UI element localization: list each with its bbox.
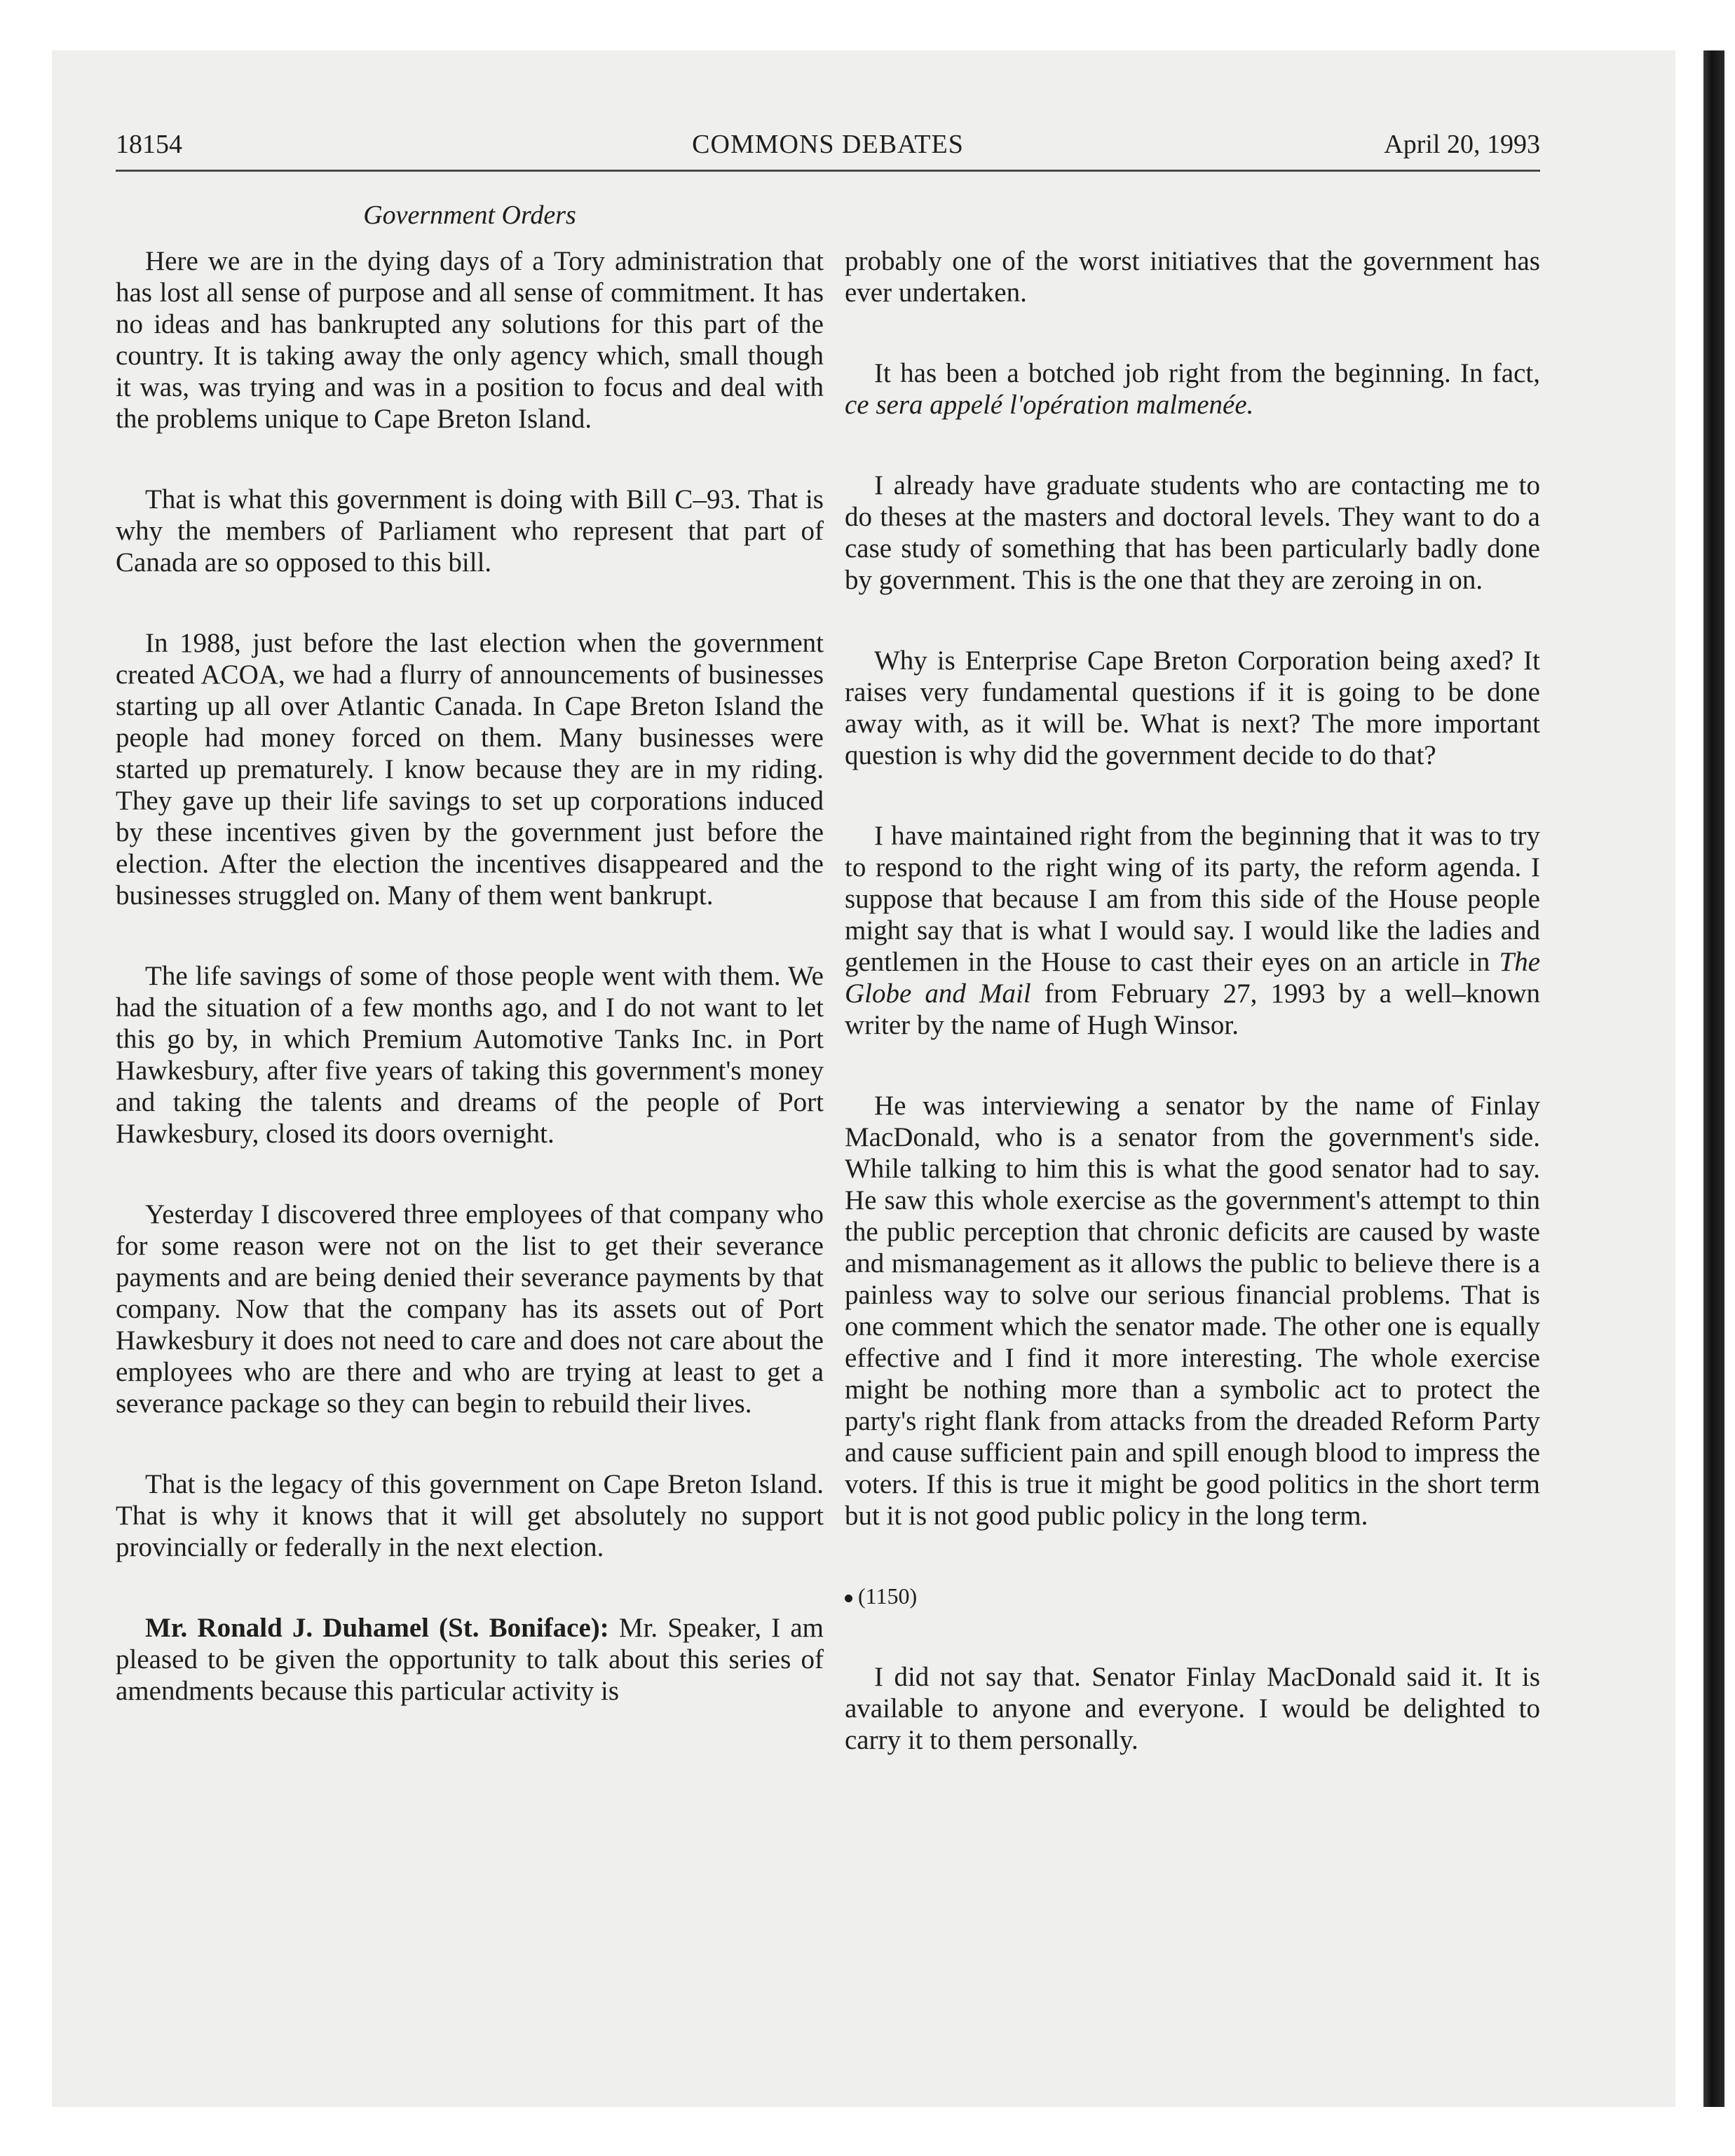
paragraph: That is what this government is doing with Bill C–93. That is why the members of Parliament who represent that part of Canada are so opposed to this bill. <box>116 484 824 578</box>
paragraph-text: from February 27, 1993 by a well–known writer by the name of Hugh Winsor. <box>845 978 1541 1040</box>
page-number: 18154 <box>116 130 182 159</box>
paragraph: Here we are in the dying days of a Tory administration that has lost all sense of purpose and all sense of commitment. It has no ideas and has bankrupted any solutions for this part of the country. It is taking away the only agency which, small though it was, was trying and was in a position to focus and deal with the problems unique to Cape Breton Island. <box>116 246 824 434</box>
paragraph: I did not say that. Senator Finlay MacDonald said it. It is available to anyone and everyone. I would be delighted to carry it to them personally. <box>845 1662 1540 1755</box>
publication-date: April 20, 1993 <box>1384 130 1540 159</box>
paragraph <box>845 357 1540 421</box>
speech-text: Mr. Speaker, I am pleased to be given the opportunity to talk about this series of amendments because this particular activity is <box>116 1613 824 1706</box>
speaker-name: Mr. Ronald J. Duhamel (St. Boniface): <box>145 1613 609 1643</box>
paragraph: The life savings of some of those people went with them. We had the situation of a few months ago, and I do not want to let this go by, in which Premium Automotive Tanks Inc. in Port Hawkesbury, after five years of taking this government's money and taking the talents and dreams of the people of Port Hawkesbury, closed its doors overnight. <box>116 961 824 1149</box>
bullet-icon <box>845 1595 852 1602</box>
right-column <box>845 245 1540 1805</box>
scan-edge-shadow <box>1703 50 1724 2107</box>
section-title: Government Orders <box>363 200 576 230</box>
page-header <box>116 126 1540 172</box>
paragraph: Yesterday I discovered three employees of that company who for some reason were not on the list to get their severance payments and are being denied their severance payments by that company. Now that the company has its assets out of Port Hawkesbury it does not need to care and does not care about the employees who are there and who are trying at least to get a severance package so they can begin to rebuild their lives. <box>116 1199 824 1419</box>
publication-title: COMMONS DEBATES <box>692 130 964 159</box>
left-column <box>116 245 824 1756</box>
paragraph: probably one of the worst initiatives that the government has ever undertaken. <box>845 246 1540 308</box>
paragraph <box>845 820 1540 1041</box>
paragraph-text: I have maintained right from the beginning that it was to try to respond to the right wing of its party, the reform agenda. I suppose that because I am from this side of the House people might say that is what I would say. I would like the ladies and gentlemen in the House to cast their eyes on an article in <box>845 821 1540 977</box>
paragraph: He was interviewing a senator by the name of Finlay MacDonald, who is a senator from the government's side. While talking to him this is what the good senator had to say. He saw this whole exercise as the government's attempt to thin the public perception that chronic deficits are caused by waste and mismanagement as it allows the public to believe there is a painless way to solve our serious financial problems. That is one comment which the senator made. The other one is equally effective and I find it more interesting. The whole exercise might be nothing more than a symbolic act to protect the party's right flank from attacks from the dreaded Reform Party and cause sufficient pain and spill enough blood to impress the voters. If this is true it might be good politics in the short term but it is not good public policy in the long term. <box>845 1091 1540 1531</box>
speech-paragraph <box>116 1612 824 1707</box>
paragraph: In 1988, just before the last election when the government created ACOA, we had a flurry of announcements of businesses starting up all over Atlantic Canada. In Cape Breton Island the people had money forced on them. Many businesses were started up prematurely. I know because they are in my riding. They gave up their life savings to set up corporations induced by these incentives given by the government just before the election. After the election the incentives disappeared and the businesses struggled on. Many of them went bankrupt. <box>116 628 824 910</box>
paragraph-text: It has been a botched job right from the beginning. In fact, <box>874 358 1540 388</box>
paragraph: That is the legacy of this government on Cape Breton Island. That is why it knows that it will get absolutely no support provincially or federally in the next election. <box>116 1469 824 1562</box>
time-marker-text: (1150) <box>858 1583 918 1609</box>
paragraph: Why is Enterprise Cape Breton Corporation being axed? It raises very fundamental questions if it is going to be done away with, as it will be. What is next? The more important question is why did the government decide to do that? <box>845 646 1540 770</box>
paragraph: I already have graduate students who are contacting me to do theses at the masters and doctoral levels. They want to do a case study of something that has been particularly badly done by government. This is the one that they are zeroing in on. <box>845 470 1540 595</box>
time-marker <box>845 1581 1540 1612</box>
newspaper-title: The Globe and Mail <box>845 947 1540 1009</box>
french-quote: ce sera appelé l'opération malmenée. <box>845 390 1254 420</box>
